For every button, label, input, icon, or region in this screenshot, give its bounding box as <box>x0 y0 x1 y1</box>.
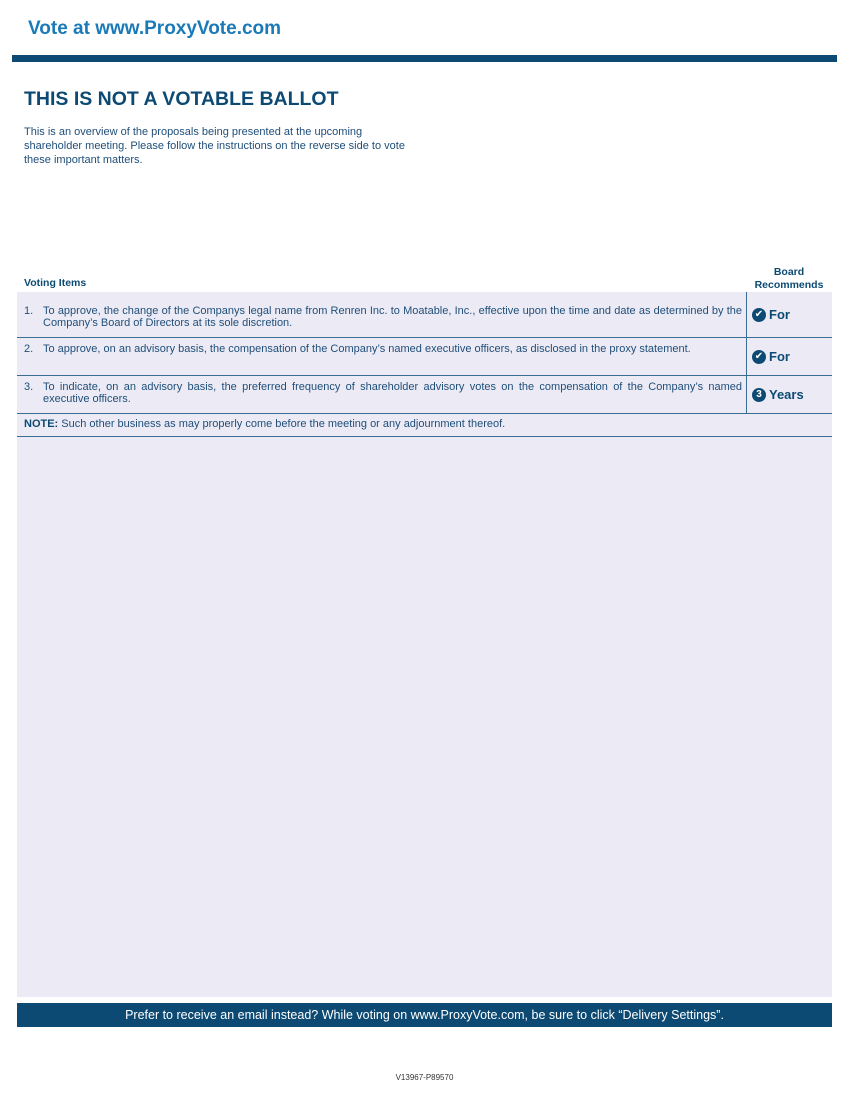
voting-item-row <box>17 338 832 376</box>
board-recommendation <box>746 292 832 337</box>
board-recommends-header <box>749 266 829 292</box>
note-text: Such other business as may properly come before the meeting or any adjournment thereof. <box>58 418 506 430</box>
number-three-circle-icon: 3 <box>752 388 766 402</box>
board-recommendation <box>746 376 832 413</box>
voting-items-table <box>17 292 832 413</box>
voting-item-row <box>17 292 832 338</box>
check-circle-icon: ✔ <box>752 350 766 364</box>
voting-items-header: Voting Items <box>24 277 87 289</box>
item-number: 2. <box>24 343 34 355</box>
board-recommends-header-line2: Recommends <box>754 279 824 291</box>
note-row <box>17 413 832 437</box>
intro-paragraph: This is an overview of the proposals being presented at the upcoming shareholder meeting. Please follow the instructions on the reverse side to vote these important matters. <box>24 126 405 166</box>
recommendation-label: Years <box>769 387 804 402</box>
recommendation-label: For <box>769 307 790 322</box>
item-text: To indicate, on an advisory basis, the preferred frequency of shareholder advisory votes on the compensation of the Company’s named executive officers. <box>43 381 742 405</box>
recommendation-label: For <box>769 349 790 364</box>
item-number: 3. <box>24 381 34 393</box>
voting-item-row <box>17 376 832 413</box>
item-number: 1. <box>24 305 34 317</box>
header-divider <box>12 55 837 62</box>
board-recommendation <box>746 338 832 375</box>
page-title: THIS IS NOT A VOTABLE BALLOT <box>24 88 339 110</box>
item-text: To approve, on an advisory basis, the compensation of the Company’s named executive officers, as disclosed in the proxy statement. <box>43 343 691 355</box>
note-label: NOTE: <box>24 418 59 430</box>
board-recommends-header-line1: Board <box>773 266 805 278</box>
check-circle-icon: ✔ <box>752 308 766 322</box>
document-code: V13967-P89570 <box>395 1073 454 1082</box>
proxyvote-link[interactable]: Vote at www.ProxyVote.com <box>28 18 282 39</box>
item-text: To approve, the change of the Companys legal name from Renren Inc. to Moatable, Inc., effective upon the time and date as determined by the Company’s Board of Directors at its sole discretion. <box>43 305 742 329</box>
delivery-settings-banner: Prefer to receive an email instead? While voting on www.ProxyVote.com, be sure to click “Delivery Settings”. <box>17 1003 832 1027</box>
